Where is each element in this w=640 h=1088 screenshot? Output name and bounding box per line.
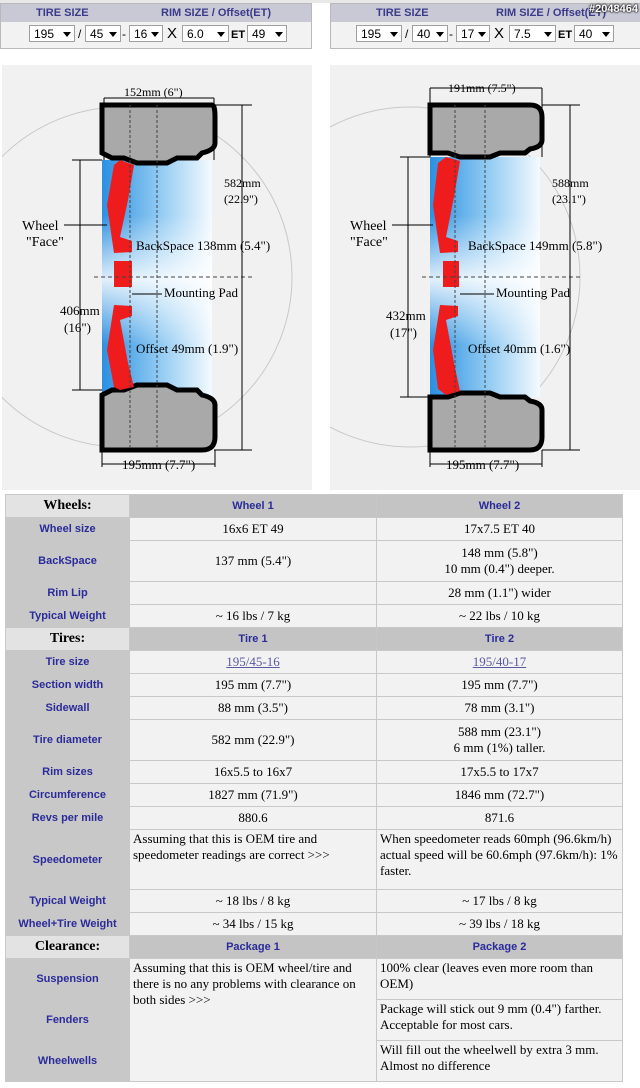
rim-diameter-label: 406mm (60, 303, 100, 318)
wheel1-value (130, 582, 377, 605)
rim-size-heading: RIM SIZE / Offset(ET) (496, 7, 606, 19)
aspect-ratio-value: 40 (417, 27, 431, 41)
tire2-value-line2: 6 mm (1%) taller. (453, 740, 546, 755)
wheel2-value: ~ 22 lbs / 10 kg (377, 605, 623, 628)
wheel1-header: Wheel 1 (130, 495, 377, 518)
row-label: Typical Weight (6, 605, 130, 628)
tire-bottom (430, 393, 542, 450)
watermark: #2048464 (589, 3, 638, 15)
tire1-value: ~ 18 lbs / 8 kg (130, 890, 377, 913)
tire2-size-link[interactable]: 195/40-17 (472, 654, 527, 669)
table-row (6, 890, 623, 913)
tire2-value: 195 mm (7.7") (377, 674, 623, 697)
wheel2-value: 28 mm (1.1") wider (377, 582, 623, 605)
mounting-pad-label: Mounting Pad (496, 285, 571, 300)
tire-width-value: 195 (34, 27, 55, 41)
row-label: Wheel+Tire Weight (6, 913, 130, 936)
separator-slash: / (78, 27, 82, 41)
separator-x: X (494, 25, 505, 42)
rim-width-select[interactable] (509, 25, 556, 42)
aspect-ratio-select[interactable] (85, 25, 121, 42)
rim-width-label: 191mm (7.5") (448, 81, 516, 95)
table-row (6, 582, 623, 605)
offset-select[interactable] (574, 25, 614, 42)
rim-diameter-value: 16 (134, 27, 148, 41)
separator-x: X (167, 25, 178, 42)
clearance-header-row (6, 936, 623, 959)
row-label: Fenders (6, 1000, 130, 1041)
chevron-down-icon (275, 32, 283, 37)
table-row (6, 959, 623, 1000)
package2-value: Will fill out the wheelwell by extra 3 mm. Almost no difference (377, 1041, 623, 1082)
wheel1-value: 137 mm (5.4") (130, 541, 377, 582)
backspace-label: BackSpace 138mm (5.4") (136, 238, 271, 253)
wheel2-value (377, 541, 623, 582)
row-label: Wheelwells (6, 1041, 130, 1082)
tire-size-heading: TIRE SIZE (376, 7, 429, 19)
row-label: Circumference (6, 784, 130, 807)
clearance-section-title: Clearance: (6, 936, 130, 959)
separator-dash: - (122, 27, 126, 41)
tire-top (430, 105, 542, 157)
wheel-diagram-2 (330, 65, 640, 490)
tire-width-value: 195 (361, 27, 382, 41)
rim-size-heading: RIM SIZE / Offset(ET) (161, 7, 271, 19)
tire-size-heading: TIRE SIZE (36, 7, 89, 19)
chevron-down-icon (602, 32, 610, 37)
rim-width-value: 7.5 (514, 27, 531, 41)
tire2-value (377, 720, 623, 761)
separator-slash: / (405, 27, 409, 41)
chevron-down-icon (151, 32, 159, 37)
tire1-value: ~ 34 lbs / 15 kg (130, 913, 377, 936)
table-row (6, 913, 623, 936)
row-label: Speedometer (6, 830, 130, 890)
row-label: Wheel size (6, 518, 130, 541)
selector-header (1, 4, 311, 22)
row-label: Rim Lip (6, 582, 130, 605)
tire1-speedometer-note: Assuming that this is OEM tire and speedometer readings are correct >>> (130, 830, 377, 890)
tire-diameter-label: 582mm (224, 176, 261, 190)
table-row (6, 651, 623, 674)
row-label: Typical Weight (6, 890, 130, 913)
wheel2-value: 17x7.5 ET 40 (377, 518, 623, 541)
chevron-down-icon (436, 32, 444, 37)
chevron-down-icon (217, 32, 225, 37)
row-label: Tire size (6, 651, 130, 674)
package2-header: Package 2 (377, 936, 623, 959)
tire2-value: 1846 mm (72.7") (377, 784, 623, 807)
wheels-section-title: Wheels: (6, 495, 130, 518)
tires-header-row (6, 628, 623, 651)
tire1-value: 195 mm (7.7") (130, 674, 377, 697)
backspace-label: BackSpace 149mm (5.8") (468, 238, 603, 253)
row-label: Sidewall (6, 697, 130, 720)
table-row (6, 674, 623, 697)
rim-width-value: 6.0 (187, 27, 204, 41)
table-row (6, 697, 623, 720)
wheels-header-row (6, 495, 623, 518)
row-label: Rim sizes (6, 761, 130, 784)
rim-width-select[interactable] (182, 25, 229, 42)
chevron-down-icon (109, 32, 117, 37)
tire2-value: ~ 39 lbs / 18 kg (377, 913, 623, 936)
row-label: Revs per mile (6, 807, 130, 830)
rim-diameter-select[interactable] (129, 25, 163, 42)
tires-section-title: Tires: (6, 628, 130, 651)
rim-width-label: 152mm (6") (124, 85, 183, 99)
offset-value: 49 (252, 27, 266, 41)
face-label: "Face" (26, 235, 64, 250)
table-row (6, 761, 623, 784)
offset-select[interactable] (247, 25, 287, 42)
offset-label: Offset 40mm (1.6") (468, 341, 571, 356)
wheel1-value: 16x6 ET 49 (130, 518, 377, 541)
tire2-value: 17x5.5 to 17x7 (377, 761, 623, 784)
tire1-value: 880.6 (130, 807, 377, 830)
table-row (6, 720, 623, 761)
table-row (6, 784, 623, 807)
section-width-label: 195mm (7.7") (122, 457, 196, 472)
table-row (6, 830, 623, 890)
mounting-pad-shape (114, 261, 132, 287)
rim-diameter-select[interactable] (456, 25, 490, 42)
chevron-down-icon (478, 32, 486, 37)
table-row (6, 518, 623, 541)
mounting-pad-shape (443, 261, 459, 287)
face-label: "Face" (350, 235, 388, 250)
row-label: BackSpace (6, 541, 130, 582)
tire-diameter-in-label: (22.9") (224, 192, 258, 206)
offset-label: Offset 49mm (1.9") (136, 341, 239, 356)
chevron-down-icon (544, 32, 552, 37)
selector-panel-1 (0, 3, 312, 49)
tire1-value: 1827 mm (71.9") (130, 784, 377, 807)
aspect-ratio-value: 45 (90, 27, 104, 41)
tire1-value: 88 mm (3.5") (130, 697, 377, 720)
tire2-value: 78 mm (3.1") (377, 697, 623, 720)
tire1-value: 16x5.5 to 16x7 (130, 761, 377, 784)
tire1-header: Tire 1 (130, 628, 377, 651)
separator-dash: - (449, 27, 453, 41)
mounting-pad-label: Mounting Pad (164, 285, 239, 300)
tire-bottom (102, 385, 215, 450)
tire2-header: Tire 2 (377, 628, 623, 651)
package1-note: Assuming that this is OEM wheel/tire and there is no any problems with clearance on both sides >>> (130, 959, 377, 1082)
package2-value: 100% clear (leaves even more room than OEM) (377, 959, 623, 1000)
wheel-label: Wheel (350, 219, 387, 234)
table-row (6, 541, 623, 582)
et-label: ET (231, 29, 246, 41)
tire-diameter-label: 588mm (552, 176, 589, 190)
rim-diameter-in-label: (17") (390, 325, 417, 340)
rim-diameter-in-label: (16") (64, 320, 91, 335)
wheel1-value: ~ 16 lbs / 7 kg (130, 605, 377, 628)
row-label: Suspension (6, 959, 130, 1000)
size-selector-strip (0, 0, 640, 60)
tire-width-select[interactable] (29, 25, 75, 42)
wheel2-value-line2: 10 mm (0.4") deeper. (444, 561, 555, 576)
tire-top (102, 105, 215, 163)
package1-header: Package 1 (130, 936, 377, 959)
rim-diameter-value: 17 (461, 27, 475, 41)
tire2-value-line1: 588 mm (23.1") (458, 724, 541, 739)
row-label: Tire diameter (6, 720, 130, 761)
offset-value: 40 (579, 27, 593, 41)
chevron-down-icon (63, 32, 71, 37)
section-width-label: 195mm (7.7") (446, 457, 520, 472)
aspect-ratio-select[interactable] (412, 25, 448, 42)
wheel2-header: Wheel 2 (377, 495, 623, 518)
wheel-label: Wheel (22, 219, 59, 234)
tire-diameter-in-label: (23.1") (552, 192, 586, 206)
tire1-size-link[interactable]: 195/45-16 (226, 654, 280, 669)
wheel-diagram-1 (2, 65, 312, 490)
et-label: ET (558, 29, 573, 41)
package2-value: Package will stick out 9 mm (0.4") farther. Acceptable for most cars. (377, 1000, 623, 1041)
tire2-value: 871.6 (377, 807, 623, 830)
rim-diameter-label: 432mm (386, 308, 426, 323)
tire-width-select[interactable] (356, 25, 402, 42)
comparison-table (5, 494, 623, 1082)
tire2-value: ~ 17 lbs / 8 kg (377, 890, 623, 913)
wheel2-value-line1: 148 mm (5.8") (461, 545, 538, 560)
row-label: Section width (6, 674, 130, 697)
table-row (6, 605, 623, 628)
tire2-speedometer-note: When speedometer reads 60mph (96.6km/h) actual speed will be 60.6mph (97.6km/h): 1% faster. (377, 830, 623, 890)
table-row (6, 807, 623, 830)
tire1-value: 582 mm (22.9") (130, 720, 377, 761)
chevron-down-icon (390, 32, 398, 37)
